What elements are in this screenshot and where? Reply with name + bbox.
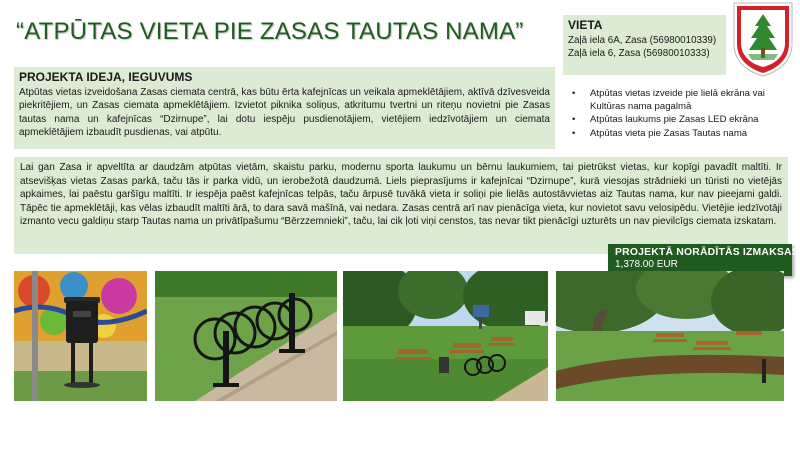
project-idea-text: Atpūtas vietas izveidošana Zasas ciemata centrā, kas būtu ērta kafejnīcas un veikala apmeklētājiem, aktīvā dzīvesveida piekritējiem, un Zasas ciemata apmeklētājiem. Izvietot piknika soliņus, atkritumu tvertni un riteņu novietni pie Zasas tautas nama un kafejnīcas “Dzirnupe”, lai dotu iespēju pusdienotājiem, vietējiem iedzīvotājiem un ciemata apmeklētājiem izbaudīt pusdienas, vai atpūtu. xyxy=(19,87,550,139)
page-title: “ATPŪTAS VIETA PIE ZASAS TAUTAS NAMA” xyxy=(16,18,524,45)
cost-heading: PROJEKTĀ NORĀDĪTĀS IZMAKSAS xyxy=(615,247,799,258)
bullet-text: Atpūtas laukums pie Zasas LED ekrāna xyxy=(590,114,759,126)
project-idea-heading: PROJEKTA IDEJA, IEGUVUMS xyxy=(19,70,193,84)
justification-panel xyxy=(14,157,788,254)
trash-bin-photo xyxy=(14,271,147,401)
bullet-text: Atpūtas vieta pie Zasas Tautas nama xyxy=(590,127,748,139)
bike-rack-photo xyxy=(155,271,337,401)
bullet-icon: • xyxy=(572,114,576,126)
project-idea-panel xyxy=(14,67,555,149)
location-panel xyxy=(563,15,726,75)
location-line-2: Zaļā iela 6, Zasa (56980010333) xyxy=(568,48,710,59)
list-item xyxy=(570,128,792,141)
list-item xyxy=(570,88,792,113)
justification-text: Lai gan Zasa ir apveltīta ar daudzām atpūtas vietām, skaistu parku, modernu sporta laukumu un bērnu laukumiem, tai pietrūkst vietas, kur kopīgi pavadīt maltīti. Ir atsevišķas vietas Zasas parkā, taču tās ir parka vidū, un ierobežotā daudzumā. Liels pieprasījums ir kafejnīcai “Dzirnupe”, kurā viesojas strādnieki un tūristi no vietējās apkaimes, lai paēstu garšīgu maltīti. Ir iespēja paēst kafejnīcas telpās, taču ārpusē tuvākā vieta ir soliņi pie lielās autostāvvietas aiz Tautas nama, kur nav pieejami galdi. Tāpēc tie apmeklētāji, kas vēlas izbaudīt maltīti ārā, to dara savā mašīnā, vai nedara. Zasas centrā arī nav pienācīga vieta, kur novietot savu velosipēdu. Vietējie iedzīvotāji izmanto vecu galdiņu starp Tautas nama un privātīpašumu “Bērzzemnieki”, taču, lai cik ļoti viņi censtos, tas nevar tikt pienācīgi uzturēts un nav pievilcīgs ciemata izskatam. xyxy=(20,162,782,227)
cost-value: 1,378.00 EUR xyxy=(615,259,678,270)
bullet-text: Atpūtas vietas izveide pie lielā ekrāna vai Kultūras nama pagalmā xyxy=(590,88,765,112)
park-benches-photo xyxy=(556,271,784,401)
location-bullet-list xyxy=(570,88,792,141)
location-line-1: Zaļā iela 6A, Zasa (56980010339) xyxy=(568,35,717,46)
picnic-area-photo xyxy=(343,271,548,401)
list-item xyxy=(570,114,792,127)
location-heading: VIETA xyxy=(568,18,603,32)
bullet-icon: • xyxy=(572,88,576,99)
bullet-icon: • xyxy=(572,127,576,139)
coat-of-arms-icon xyxy=(730,0,796,78)
